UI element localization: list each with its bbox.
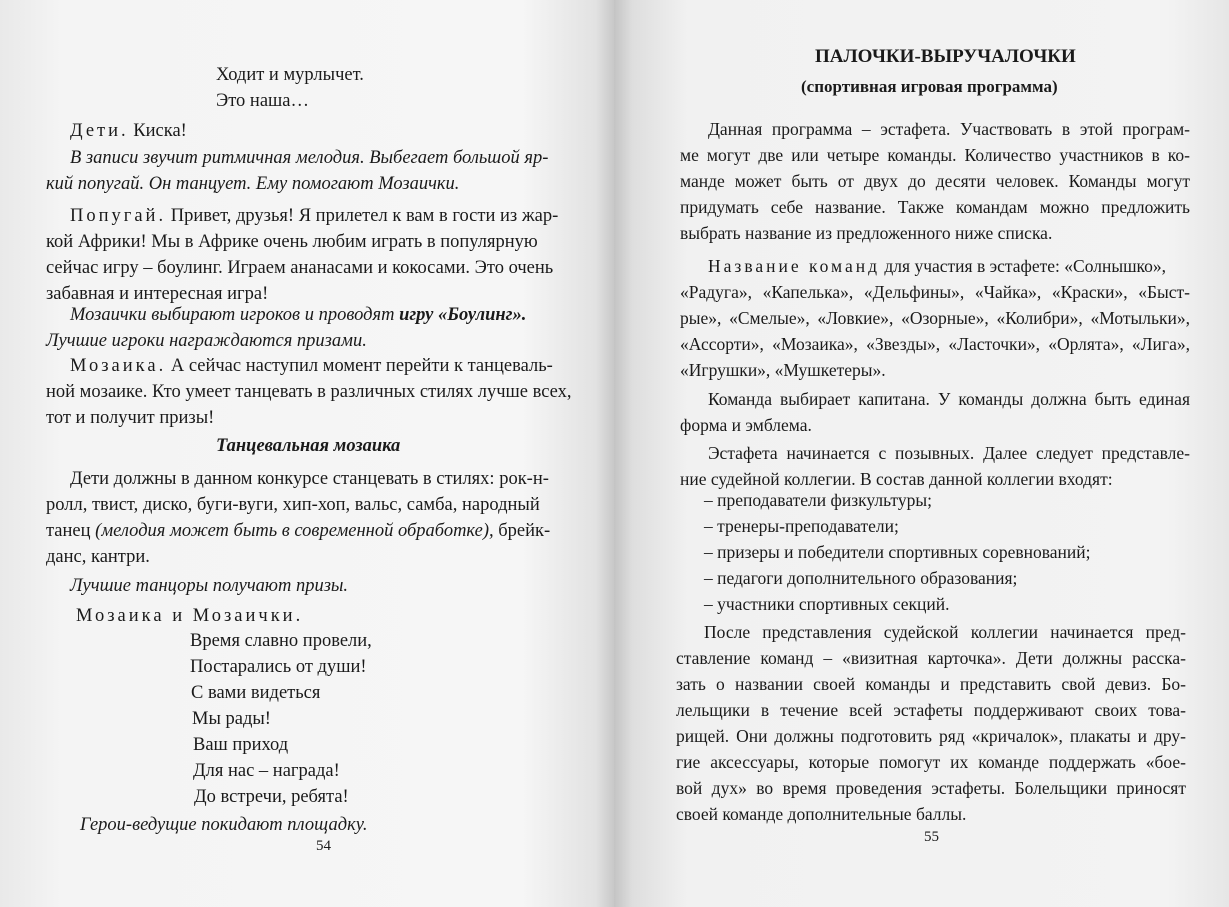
dialogue-text: Киска! <box>128 121 187 141</box>
text-line: придумать себе название. Также командам можно предложить <box>680 197 1190 217</box>
dialogue-text: А сейчас наступил момент перейти к танцеваль- <box>166 356 553 376</box>
dialogue-text: Привет, друзья! Я прилетел к вам в гости из жар- <box>166 206 559 226</box>
text-line: Команда выбирает капитана. У команды должна быть единая <box>708 389 1190 409</box>
list-item: – призеры и победители спортивных соревнований; <box>704 542 1091 562</box>
text-line: Эстафета начинается с позывных. Далее следует представле- <box>708 443 1190 463</box>
term-label: Название команд <box>708 256 881 276</box>
text-line <box>46 518 550 544</box>
stage-direction: Герои-ведущие покидают площадку. <box>80 815 368 835</box>
dialogue-mosaic <box>70 353 553 379</box>
page-title: ПАЛОЧКИ-ВЫРУЧАЛОЧКИ <box>815 46 1076 67</box>
italic-note: (мелодия может быть в современной обработке), <box>95 521 494 541</box>
text-line: своей команде дополнительные баллы. <box>676 804 967 824</box>
verse-line: Ваш приход <box>193 735 289 755</box>
list-item: – преподаватели физкультуры; <box>704 490 932 510</box>
verse-line: Это наша… <box>216 91 309 111</box>
text-line: вой дух» во время проведения эстафеты. Болельщики приносят <box>676 778 1186 798</box>
text-line: «Игрушки», «Мушкетеры». <box>680 360 886 380</box>
list-item: – тренеры-преподаватели; <box>704 516 899 536</box>
dialogue-kids <box>70 118 187 144</box>
text-line: Данная программа – эстафета. Участвовать в этой програм- <box>708 119 1190 139</box>
stage-text: Мозаички выбирают игроков и проводят <box>70 305 400 325</box>
verse-line: Ходит и мурлычет. <box>216 65 364 85</box>
text-line: сейчас игру – боулинг. Играем ананасами и кокосами. Это очень <box>46 258 554 278</box>
verse-line: Для нас – награда! <box>193 761 340 781</box>
stage-direction: Лучшие танцоры получают призы. <box>70 576 349 596</box>
dialogue-parrot <box>70 203 558 229</box>
text-line: рищей. Они должны подготовить ряд «кричалок», плакаты и дру- <box>676 726 1186 746</box>
text-line: ной мозаике. Кто умеет танцевать в различных стилях лучше всех, <box>46 382 572 402</box>
text-line: После представления судейской коллегии начинается пред- <box>704 622 1186 642</box>
text-line: ние судейной коллегии. В состав данной коллегии входят: <box>680 469 1113 489</box>
stage-direction: Лучшие игроки награждаются призами. <box>46 331 367 351</box>
left-page <box>0 0 614 907</box>
verse-line: Время славно провели, <box>190 631 372 651</box>
team-names-line <box>708 253 1166 279</box>
text-line: «Ассорти», «Мозаика», «Звезды», «Ласточки», «Орлята», «Лига», <box>680 334 1190 354</box>
speaker-name: Дети. <box>70 121 129 141</box>
stage-direction: кий попугай. Он танцует. Ему помогают Мозаички. <box>46 174 460 194</box>
text-line: манде может быть от двух до десяти человек. Команды могут <box>680 171 1190 191</box>
text-line: зать о названии своей команды и представить свой девиз. Бо- <box>676 674 1186 694</box>
verse-line: С вами видеться <box>191 683 321 703</box>
right-page <box>614 0 1229 907</box>
text-line: кой Африки! Мы в Африке очень любим играть в популярную <box>46 232 538 252</box>
list-item: – педагоги дополнительного образования; <box>704 568 1018 588</box>
text-span: брейк- <box>493 521 551 541</box>
text-line: ролл, твист, диско, буги-вуги, хип-хоп, вальс, самба, народный <box>46 495 540 515</box>
text-line: данс, кантри. <box>46 547 150 567</box>
verse-line: Мы рады! <box>192 709 271 729</box>
speaker-name: Попугай. <box>70 206 167 226</box>
text-line: выбрать название из предложенного ниже списка. <box>680 223 1053 243</box>
text-span: для участия в эстафете: «Солнышко», <box>880 256 1167 276</box>
text-span: танец <box>46 521 96 541</box>
verse-line: Постарались от души! <box>190 657 367 677</box>
speaker-name: Мозаика. <box>70 356 167 376</box>
text-line: тот и получит призы! <box>46 408 215 428</box>
page-number: 54 <box>316 838 331 854</box>
text-line: гие аксессуары, которые помогут их команде поддержать «бое- <box>676 752 1186 772</box>
verse-line: До встречи, ребята! <box>194 787 349 807</box>
text-line: форма и эмблема. <box>680 415 812 435</box>
text-line: Дети должны в данном конкурсе станцевать в стилях: рок-н- <box>70 469 549 489</box>
text-line: рые», «Смелые», «Ловкие», «Озорные», «Колибри», «Мотыльки», <box>680 308 1190 328</box>
stage-direction <box>70 302 526 328</box>
text-line: ставление команд – «визитная карточка». Дети должны расска- <box>676 648 1186 668</box>
section-heading: Танцевальная мозаика <box>216 436 401 456</box>
list-item: – участники спортивных секций. <box>704 594 950 614</box>
text-line: ме могут две или четыре команды. Количество участников в ко- <box>680 145 1190 165</box>
stage-direction: В записи звучит ритмичная мелодия. Выбегает большой яр- <box>70 148 549 168</box>
speaker-name: Мозаика и Мозаички. <box>76 606 304 626</box>
text-line: забавная и интересная игра! <box>46 284 269 304</box>
text-line: «Радуга», «Капелька», «Дельфины», «Чайка», «Краски», «Быст- <box>680 282 1190 302</box>
text-line: лельщики в течение всей эстафеты поддерживают своих това- <box>676 700 1186 720</box>
page-number: 55 <box>924 829 939 845</box>
game-name: игру «Боулинг». <box>399 305 527 325</box>
page-subtitle: (спортивная игровая программа) <box>801 77 1058 96</box>
